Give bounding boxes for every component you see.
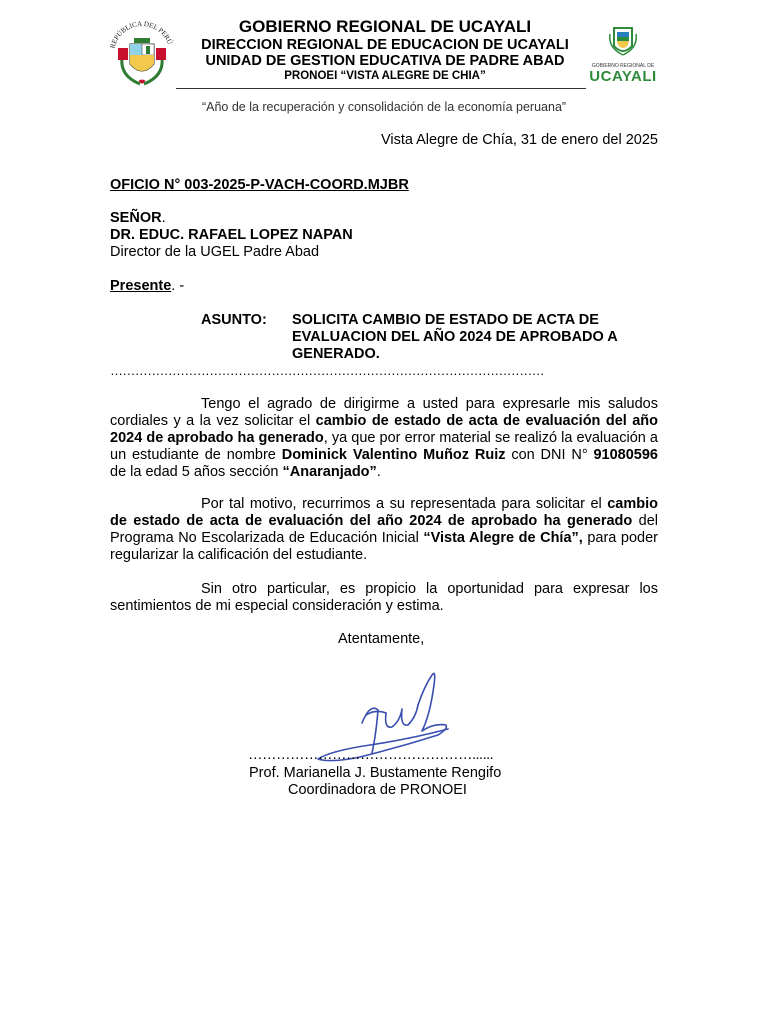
- p2-text: para poder regularizar la calificación del estudiante.: [110, 530, 658, 563]
- p2-text: del Programa No Escolarizada de Educación Inicial: [110, 513, 658, 546]
- paragraph-2: [110, 496, 658, 564]
- p1-text: Tengo el agrado de dirigirme a usted para expresarle mis saludos cordiales y a la vez solicitar el: [110, 396, 658, 429]
- salutation-punct: .: [161, 210, 166, 226]
- signatory-name: Prof. Marianella J. Bustamente Rengifo: [249, 765, 502, 781]
- presente-word: Presente: [110, 278, 172, 294]
- p1-bold-request: cambio de estado de acta de evaluación del año 2024 de aprobado ha generado: [110, 413, 659, 446]
- recipient-salutation: [110, 210, 658, 227]
- salutation-word: SEÑOR: [110, 210, 162, 226]
- ucayali-regional-logo: [588, 24, 658, 84]
- asunto-line: SOLICITA CAMBIO DE ESTADO DE ACTA DE: [292, 312, 599, 328]
- asunto-line: EVALUACION DEL AÑO 2024 DE APROBADO A: [292, 329, 618, 345]
- ucayali-emblem-icon: [588, 24, 658, 58]
- recipient-name: DR. EDUC. RAFAEL LOPEZ NAPAN: [110, 227, 353, 243]
- header-pronoei-title: PRONOEI “VISTA ALEGRE DE CHIA”: [284, 70, 486, 82]
- logo-ucayali-text: UCAYALI: [589, 68, 657, 85]
- asunto-label: ASUNTO:: [201, 312, 267, 328]
- p1-text: con DNI N°: [505, 447, 594, 463]
- date-line: Vista Alegre de Chía, 31 de enero del 2025: [380, 132, 658, 148]
- signatory-role: Coordinadora de PRONOEI: [288, 782, 467, 798]
- student-name: Dominick Valentino Muñoz Ruiz: [281, 447, 506, 463]
- seal-text: REPÚBLICA DEL PERÚ: [108, 19, 175, 50]
- header-ugel-title: UNIDAD DE GESTION EDUCATIVA DE PADRE ABAD: [205, 53, 565, 69]
- p2-bold-request: cambio de estado de acta de evaluación del año 2024 de aprobado ha generado: [110, 496, 658, 529]
- student-section: “Anaranjado”: [282, 464, 377, 480]
- presente-suffix: . -: [171, 278, 185, 294]
- asunto-text: [292, 312, 672, 363]
- header-divider: [176, 88, 586, 89]
- paragraph-3: Sin otro particular, es propicio la oportunidad para expresar los sentimientos de mi especial consideración y estima.: [110, 581, 658, 614]
- p1-text: .: [376, 464, 381, 480]
- closing-line: Atentamente,: [338, 631, 425, 647]
- logo-small-text: GOBIERNO REGIONAL DE: [591, 63, 655, 69]
- student-dni: 91080596: [593, 447, 658, 463]
- p1-text: de la edad 5 años sección: [110, 464, 283, 480]
- dotted-separator: ……………………………………………………………………………………………: [110, 363, 545, 378]
- program-name: “Vista Alegre de Chía”,: [423, 530, 583, 546]
- oficio-number: OFICIO N° 003-2025-P-VACH-COORD.MJBR: [110, 177, 409, 193]
- p2-text: Por tal motivo, recurrimos a su representada para solicitar el: [201, 496, 608, 512]
- signature-line: …………………………………………......: [248, 747, 494, 763]
- p1-text: , ya que por error material se realizó la evaluación a un estudiante de nombre: [110, 430, 658, 463]
- recipient-title: Director de la UGEL Padre Abad: [110, 244, 320, 260]
- header-government-title: GOBIERNO REGIONAL DE UCAYALI: [238, 17, 532, 36]
- asunto-line: GENERADO.: [292, 346, 380, 362]
- year-motto: “Año de la recuperación y consolidación de la economía peruana”: [201, 100, 567, 114]
- paragraph-1: [110, 396, 658, 481]
- presente-line: [110, 278, 658, 295]
- header-direction-title: DIRECCION REGIONAL DE EDUCACION DE UCAYALI: [201, 37, 569, 53]
